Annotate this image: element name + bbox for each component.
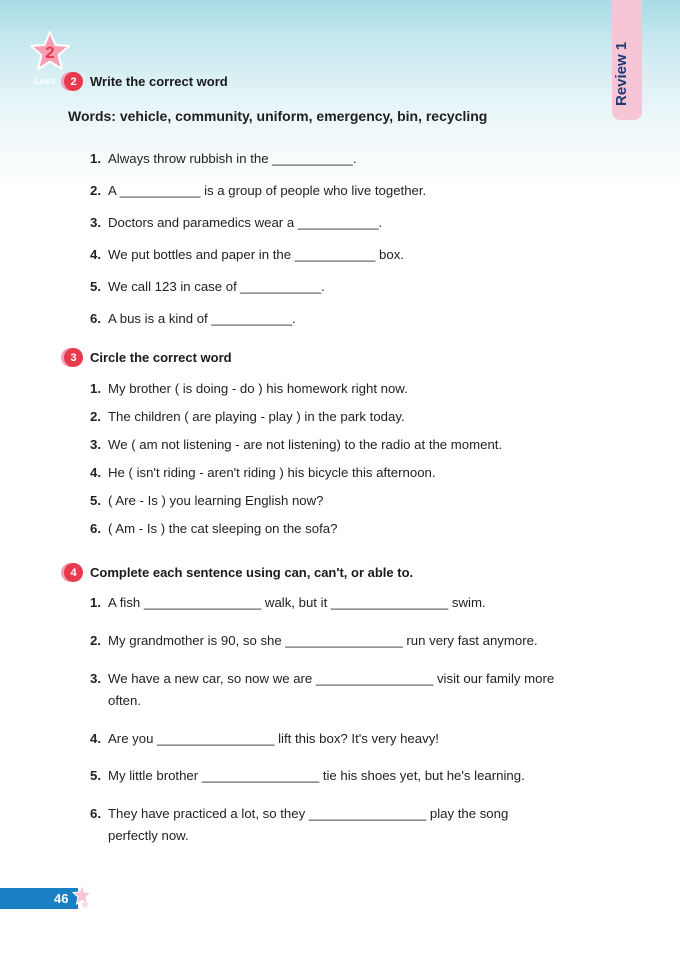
list-item [90, 378, 408, 400]
item-text: A bus is a kind of ___________. [108, 311, 296, 326]
lesson-star-icon [28, 30, 72, 74]
lesson-number: 2 [45, 43, 55, 62]
list-item [90, 490, 324, 512]
list-item [90, 212, 382, 234]
item-text: A fish ________________ walk, but it ________________ swim. [108, 595, 486, 610]
list-item [90, 406, 405, 428]
item-number: 4. [90, 731, 101, 746]
list-item [90, 308, 296, 330]
list-item [90, 765, 525, 787]
section-number-badge: 2 [64, 72, 83, 91]
item-number: 5. [90, 279, 101, 294]
list-item [90, 148, 357, 170]
list-item [90, 803, 630, 847]
item-text: A ___________ is a group of people who live together. [108, 183, 427, 198]
list-item [90, 630, 538, 652]
item-number: 2. [90, 183, 101, 198]
item-text: We have a new car, so now we are ________________ visit our family more [108, 671, 555, 686]
list-item [90, 244, 404, 266]
item-number: 5. [90, 493, 101, 508]
list-item [90, 728, 439, 750]
item-number: 3. [90, 437, 101, 452]
item-text: They have practiced a lot, so they ________________ play the song [108, 806, 509, 821]
list-item [90, 462, 436, 484]
review-tab-label: Review 1 [613, 41, 630, 106]
star-decoration-icon [72, 884, 92, 910]
section-number-badge: 3 [64, 348, 83, 367]
list-item [90, 180, 426, 202]
list-item [90, 276, 325, 298]
item-number: 3. [90, 671, 101, 686]
item-text: My brother ( is doing - do ) his homework right now. [108, 381, 408, 396]
item-text: We ( am not listening - are not listening) to the radio at the moment. [108, 437, 503, 452]
item-text: Doctors and paramedics wear a ___________. [108, 215, 383, 230]
section-number-badge: 4 [64, 563, 83, 582]
item-text: Are you ________________ lift this box? It's very heavy! [108, 731, 439, 746]
item-number: 4. [90, 247, 101, 262]
item-text: We call 123 in case of ___________. [108, 279, 325, 294]
item-text: ( Am - Is ) the cat sleeping on the sofa? [108, 521, 338, 536]
item-text-continued: often. [108, 693, 141, 708]
item-number: 6. [90, 521, 101, 536]
list-item [90, 434, 502, 456]
list-item [90, 592, 486, 614]
page-number: 46 [54, 891, 69, 906]
item-number: 6. [90, 311, 101, 326]
list-item [90, 668, 630, 712]
item-number: 1. [90, 151, 101, 166]
item-text: ( Are - Is ) you learning English now? [108, 493, 324, 508]
item-text: We put bottles and paper in the ___________ box. [108, 247, 404, 262]
word-bank: Words: vehicle, community, uniform, emergency, bin, recycling [68, 108, 488, 124]
item-text: My little brother ________________ tie his shoes yet, but he's learning. [108, 768, 525, 783]
item-number: 2. [90, 409, 101, 424]
item-number: 6. [90, 806, 101, 821]
section-title: Circle the correct word [90, 350, 232, 365]
item-number: 2. [90, 633, 101, 648]
lesson-label: Less [34, 76, 56, 86]
item-number: 1. [90, 381, 101, 396]
item-number: 3. [90, 215, 101, 230]
section-title: Complete each sentence using can, can't, or able to. [90, 565, 414, 580]
item-text: Always throw rubbish in the ___________. [108, 151, 357, 166]
item-text: He ( isn't riding - aren't riding ) his bicycle this afternoon. [108, 465, 436, 480]
item-number: 5. [90, 768, 101, 783]
item-number: 4. [90, 465, 101, 480]
item-text: My grandmother is 90, so she ________________ run very fast anymore. [108, 633, 538, 648]
list-item [90, 518, 337, 540]
item-number: 1. [90, 595, 101, 610]
item-text-continued: perfectly now. [108, 828, 189, 843]
item-text: The children ( are playing - play ) in the park today. [108, 409, 405, 424]
section-title: Write the correct word [90, 74, 228, 89]
